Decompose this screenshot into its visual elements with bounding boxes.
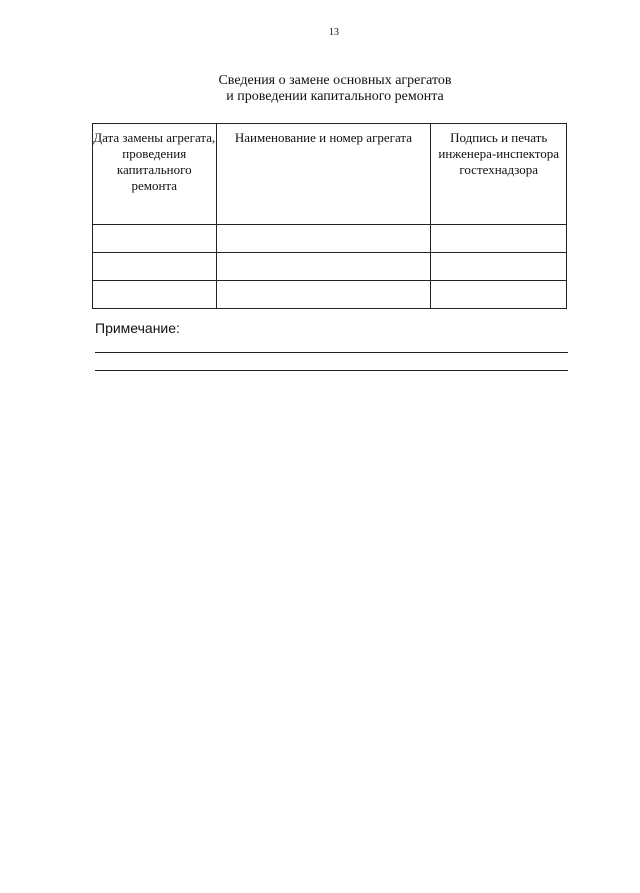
note-line-1[interactable]	[95, 352, 568, 353]
cell-unit-name[interactable]	[216, 281, 431, 309]
note-line-2[interactable]	[95, 370, 568, 371]
table-row	[93, 281, 567, 309]
header-unit-name: Наименование и номер агрегата	[216, 124, 431, 225]
title-line-1: Сведения о замене основных агрегатов	[218, 73, 452, 88]
cell-signature[interactable]	[431, 281, 567, 309]
title-line-2: и проведении капитального ремонта	[226, 89, 444, 104]
table-row	[93, 253, 567, 281]
document-title	[180, 73, 490, 105]
cell-date[interactable]	[93, 253, 217, 281]
table-header-row	[93, 124, 567, 225]
page-number: 13	[329, 27, 339, 38]
cell-unit-name[interactable]	[216, 253, 431, 281]
header-signature: Подпись и печать инженера-инспектора гостехнадзора	[431, 124, 567, 225]
cell-signature[interactable]	[431, 253, 567, 281]
cell-date[interactable]	[93, 225, 217, 253]
header-date: Дата замены агрегата, проведения капитального ремонта	[93, 124, 217, 225]
cell-unit-name[interactable]	[216, 225, 431, 253]
note-label: Примечание:	[95, 320, 180, 336]
unit-replacement-table	[92, 123, 567, 309]
table-row	[93, 225, 567, 253]
cell-signature[interactable]	[431, 225, 567, 253]
cell-date[interactable]	[93, 281, 217, 309]
